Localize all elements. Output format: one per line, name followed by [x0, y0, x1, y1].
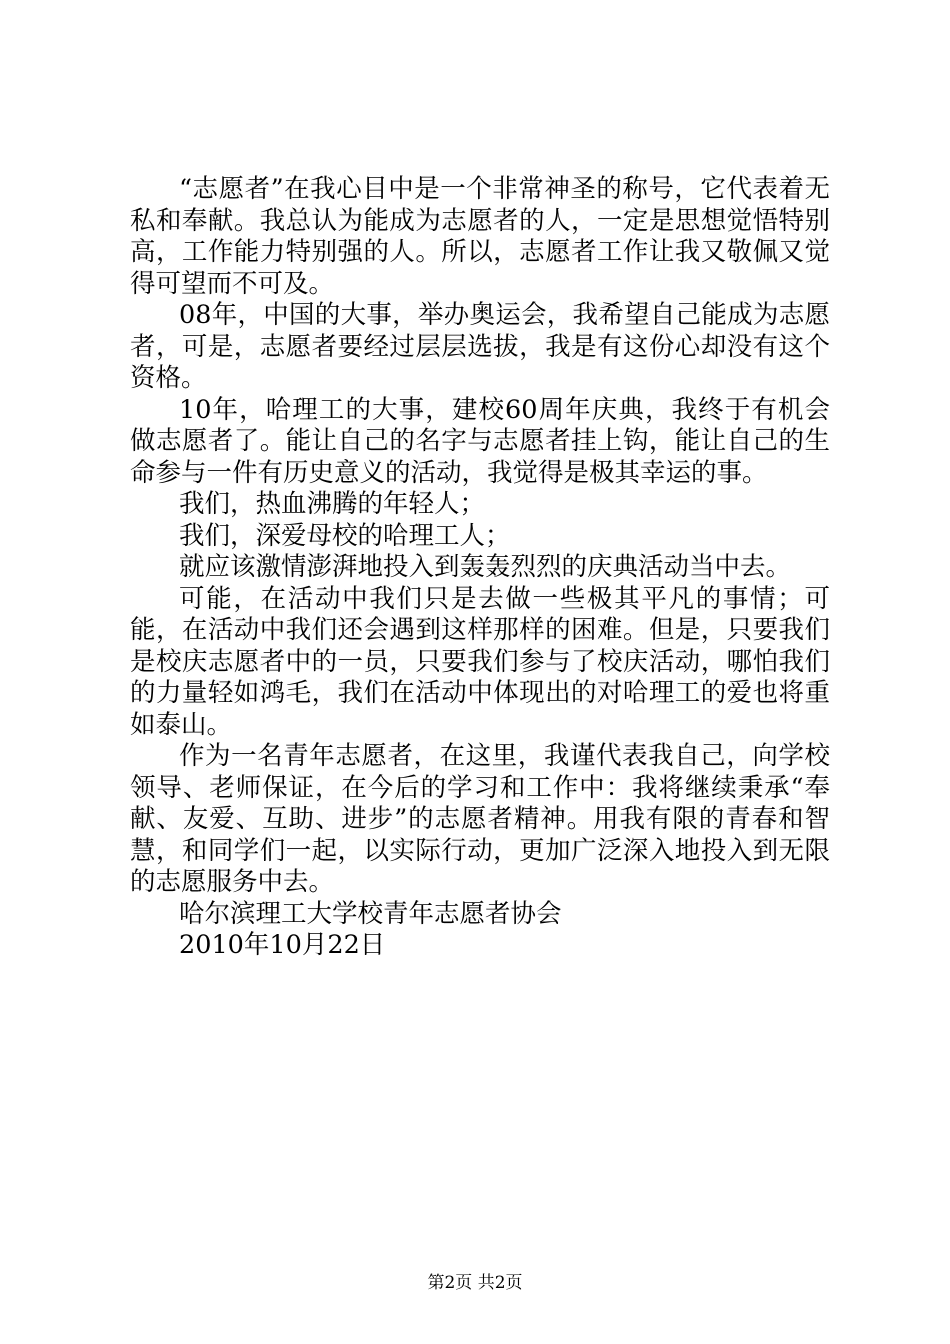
paragraph-8: 作为一名青年志愿者，在这里，我谨代表我自己，向学校领导、老师保证，在今后的学习和工作中：我将继续秉承“奉献、友爱、互助、进步”的志愿者精神。用我有限的青春和智慧，和同学们一起，以实际行动，更加广泛深入地投入到无限的志愿服务中去。: [130, 741, 830, 897]
paragraph-5: 我们，深爱母校的哈理工人；: [179, 520, 511, 551]
page-number-footer: 第2页 共2页: [427, 1273, 523, 1293]
paragraph-7: 可能，在活动中我们只是去做一些极其平凡的事情；可能，在活动中我们还会遇到这样那样的困难。但是，只要我们是校庆志愿者中的一员，只要我们参与了校庆活动，哪怕我们的力量轻如鸿毛，我们在活动中体现出的对哈理工的爱也将重如泰山。: [130, 583, 830, 740]
paragraph-6: 就应该激情澎湃地投入到轰轰烈烈的庆典活动当中去。: [179, 552, 792, 582]
signature: 哈尔滨理工大学校青年志愿者协会: [179, 898, 562, 929]
paragraph-3: 10年，哈理工的大事，建校60周年庆典，我终于有机会做志愿者了。能让自己的名字与志愿者挂上钩，能让自己的生命参与一件有历史意义的活动，我觉得是极其幸运的事。: [130, 394, 830, 488]
paragraph-1: “志愿者”在我心目中是一个非常神圣的称号，它代表着无私和奉献。我总认为能成为志愿者的人，一定是思想觉悟特别高，工作能力特别强的人。所以，志愿者工作让我又敬佩又觉得可望而不可及。: [130, 174, 830, 299]
date: 2010年10月22日: [179, 930, 386, 960]
paragraph-4: 我们，热血沸腾的年轻人；: [179, 489, 486, 519]
paragraph-2: 08年，中国的大事，举办奥运会，我希望自己能成为志愿者，可是，志愿者要经过层层选拔，我是有这份心却没有这个资格。: [130, 300, 830, 393]
document-body: [130, 174, 830, 962]
